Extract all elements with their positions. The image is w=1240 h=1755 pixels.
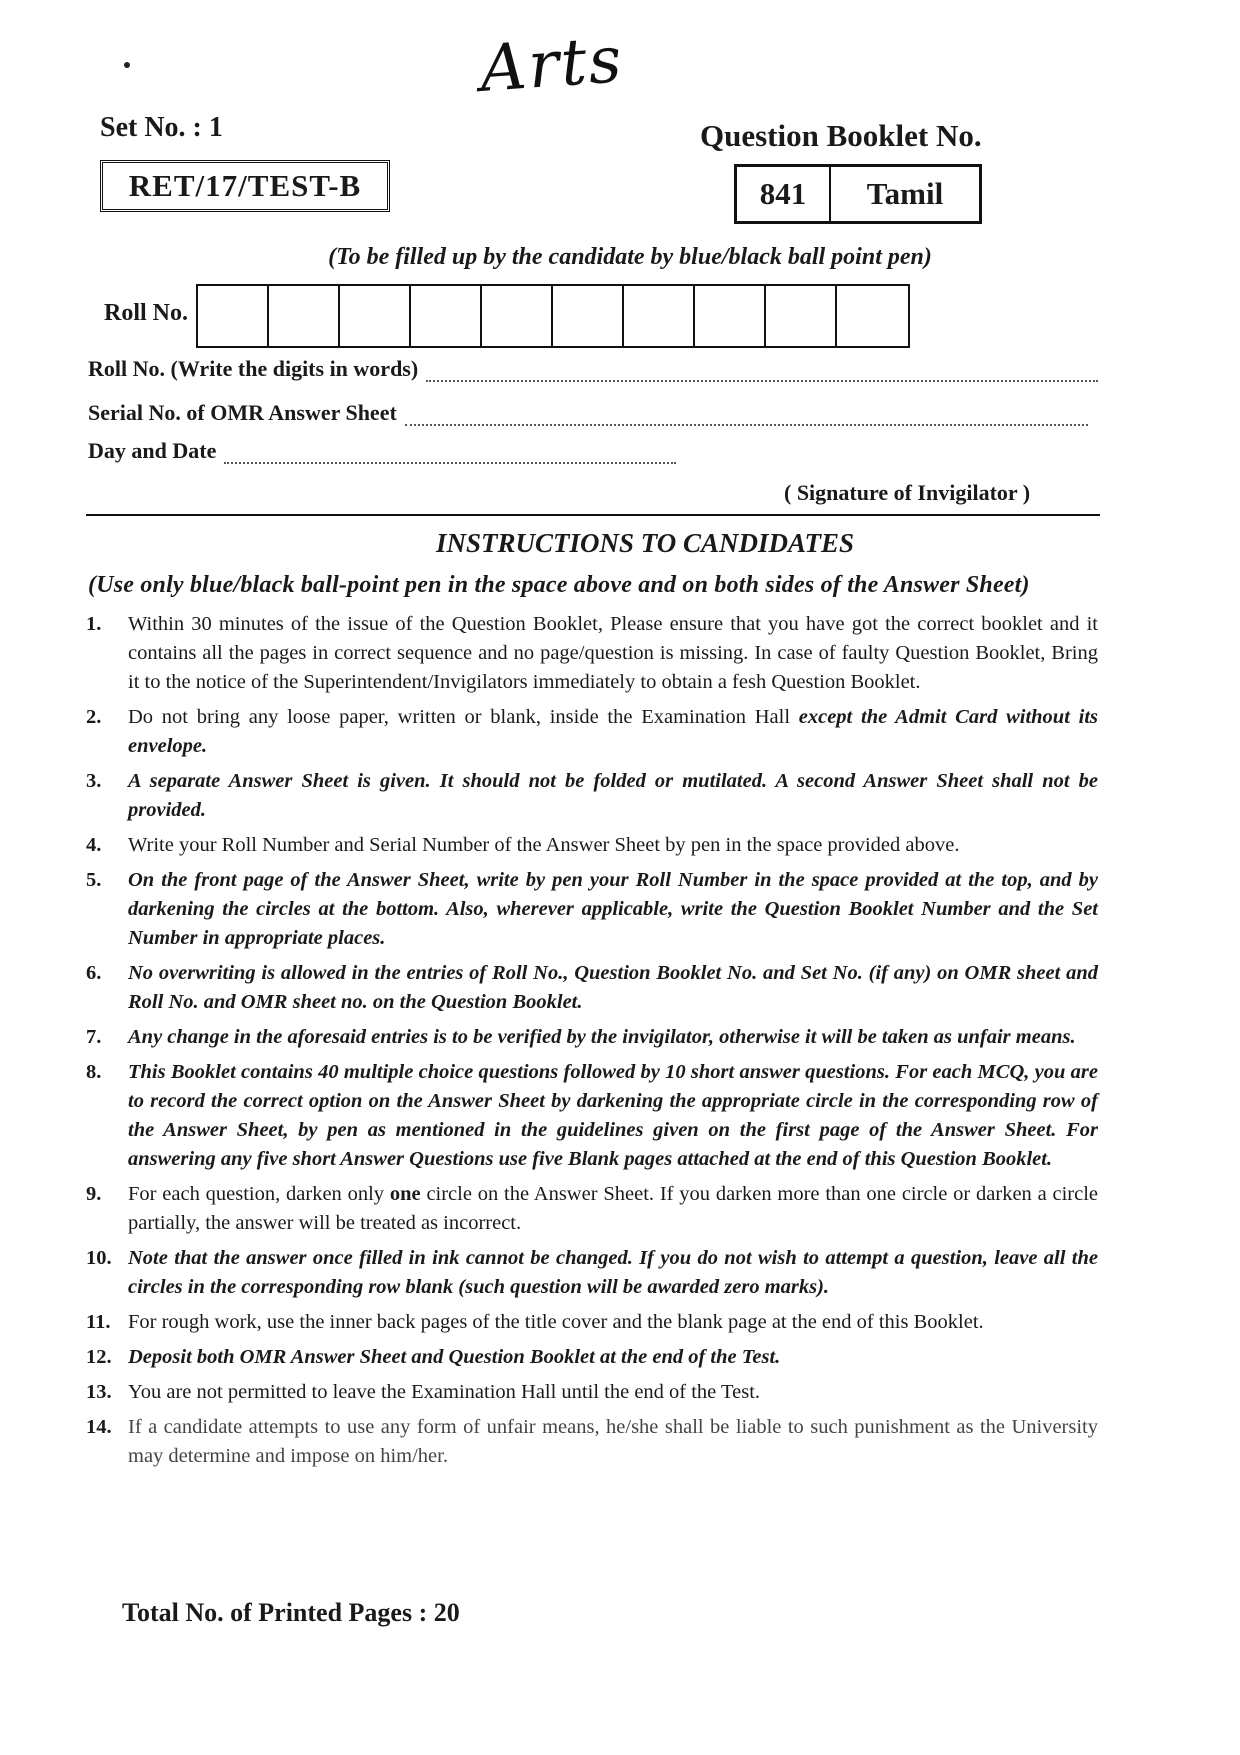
roll-digit-box[interactable] — [269, 286, 340, 346]
instruction-item: 4. Write your Roll Number and Serial Number of the Answer Sheet by pen in the space provided above. — [86, 834, 960, 856]
question-booklet-label: Question Booklet No. — [700, 118, 982, 153]
instruction-item: 10. Note that the answer once filled in ink cannot be changed. If you do not wish to attempt a question, leave all the circles in the corresponding row blank (such question will be awarded zero marks). — [86, 1247, 1098, 1298]
omr-serial-line[interactable] — [88, 400, 1088, 426]
fill-note: (To be filled up by the candidate by blue/black ball point pen) — [328, 244, 932, 270]
omr-serial-label: Serial No. of OMR Answer Sheet — [88, 400, 397, 425]
instruction-item: 8. This Booklet contains 40 multiple choice questions followed by 10 short answer questions. For each MCQ, you are to record the correct option on the Answer Sheet by darkening the appropriate circle in the corresponding row of the Answer Sheet, by pen as mentioned in the guidelines given on the first page of the Answer Sheet. For answering any five short Answer Questions use five Blank pages attached at the end of this Question Booklet. — [86, 1061, 1098, 1170]
instruction-item: 5. On the front page of the Answer Sheet, write by pen your Roll Number in the space provided at the top, and by darkening the circles at the bottom. Also, wherever applicable, write the Question Booklet Number and the Set Number in appropriate places. — [86, 869, 1098, 949]
roll-in-words-field[interactable] — [426, 362, 1098, 382]
divider — [86, 514, 1100, 516]
ink-dot — [124, 62, 130, 68]
roll-digit-box[interactable] — [482, 286, 553, 346]
instruction-item: 3. A separate Answer Sheet is given. It should not be folded or mutilated. A second Answer Sheet shall not be provided. — [86, 770, 1098, 821]
instructions-list — [86, 610, 1098, 1477]
booklet-subject: Tamil — [866, 176, 944, 211]
roll-digit-box[interactable] — [411, 286, 482, 346]
instruction-item: 9. For each question, darken only one circle on the Answer Sheet. If you darken more than one circle or darken a circle partially, the answer will be treated as incorrect. — [86, 1183, 1099, 1234]
roll-no-grid[interactable] — [196, 284, 910, 348]
day-date-label: Day and Date — [88, 438, 217, 463]
instructions-subheading: (Use only blue/black ball-point pen in the space above and on both sides of the Answer Sheet) — [88, 572, 1030, 598]
day-date-line[interactable] — [88, 438, 676, 464]
instruction-item: 6. No overwriting is allowed in the entries of Roll No., Question Booklet No. and Set No. (if any) on OMR sheet and Roll No. and OMR sheet no. on the Question Booklet. — [86, 962, 1098, 1013]
roll-no-label: Roll No. — [104, 300, 188, 326]
omr-serial-field[interactable] — [405, 406, 1088, 426]
signature-label: ( Signature of Invigilator ) — [784, 480, 1031, 505]
roll-digit-box[interactable] — [766, 286, 837, 346]
instruction-item: 11. For rough work, use the inner back pages of the title cover and the blank page at the end of this Booklet. — [86, 1311, 984, 1333]
roll-in-words-line[interactable] — [88, 356, 1098, 382]
roll-digit-box[interactable] — [340, 286, 411, 346]
set-number: Set No. : 1 — [100, 112, 223, 143]
roll-digit-box[interactable] — [624, 286, 695, 346]
booklet-number: 841 — [737, 167, 831, 221]
day-date-field[interactable] — [224, 444, 676, 464]
test-code-box: RET/17/TEST-B — [100, 160, 390, 212]
handwritten-note: Arts — [477, 23, 626, 107]
instruction-item: 12. Deposit both OMR Answer Sheet and Question Booklet at the end of the Test. — [86, 1346, 781, 1368]
instruction-item: 2. Do not bring any loose paper, written or blank, inside the Examination Hall except the Admit Card without its envelope. — [86, 706, 1099, 757]
instruction-item: 13. You are not permitted to leave the Examination Hall until the end of the Test. — [86, 1381, 761, 1403]
instructions-heading: INSTRUCTIONS TO CANDIDATES — [435, 528, 855, 558]
instruction-item: 14. If a candidate attempts to use any form of unfair means, he/she shall be liable to such punishment as the University may determine and impose on him/her. — [86, 1416, 1098, 1467]
total-printed-pages: Total No. of Printed Pages : 20 — [122, 1598, 460, 1627]
roll-digit-box[interactable] — [198, 286, 269, 346]
roll-digit-box[interactable] — [837, 286, 908, 346]
instruction-item: 1. Within 30 minutes of the issue of the Question Booklet, Please ensure that you have got the correct booklet and it contains all the pages in correct sequence and no page/question is missing. In case of faulty Question Booklet, Bring it to the notice of the Superintendent/Invigilators immediately to obtain a fesh Question Booklet. — [86, 613, 1098, 693]
roll-in-words-label: Roll No. (Write the digits in words) — [88, 356, 419, 381]
roll-digit-box[interactable] — [553, 286, 624, 346]
instruction-item: 7. Any change in the aforesaid entries is to be verified by the invigilator, otherwise it will be taken as unfair means. — [86, 1026, 1076, 1048]
roll-digit-box[interactable] — [695, 286, 766, 346]
booklet-number-box — [734, 164, 982, 224]
